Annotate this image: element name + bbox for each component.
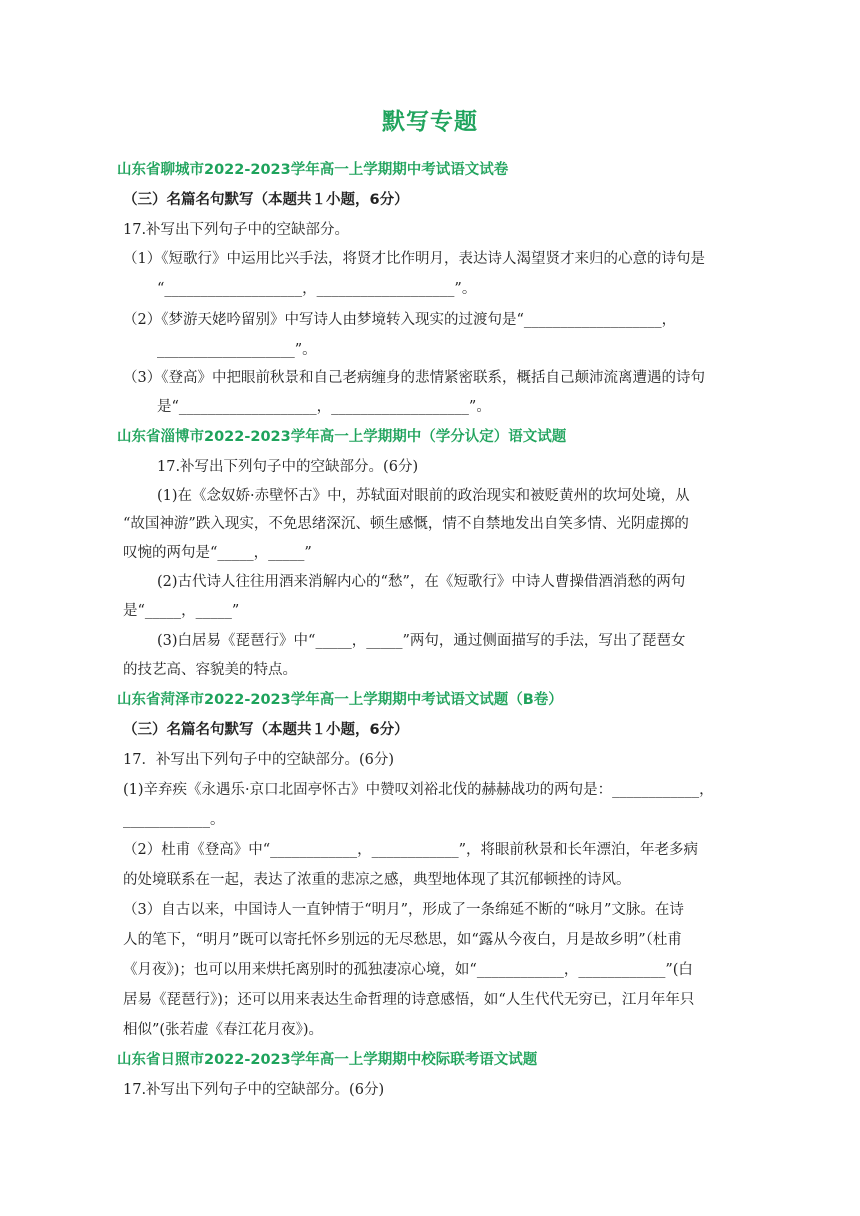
question-line: 的处境联系在一起，表达了浓重的悲凉之感，典型地体现了其沉郁顿挫的诗风。 [123, 872, 631, 888]
page-title: 默写专题 [382, 109, 478, 135]
section-source-zibo: 山东省淄博市2022-2023学年高一上学期期中（学分认定）语文试题 [117, 429, 567, 445]
question-line: (1)在《念奴娇·赤壁怀古》中，苏轼面对眼前的政治现实和被贬黄州的坎坷处境，从 [157, 488, 690, 504]
section-heading: （三）名篇名句默写（本题共１小题，6分） [123, 192, 409, 208]
question-line: 人的笔下，“明月”既可以寄托怀乡别远的无尽愁思，如“露从今夜白，月是故乡明”（杜甫 [123, 932, 682, 948]
question-line: （3）《登高》中把眼前秋景和自己老病缠身的悲情紧密联系，概括自己颠沛流离遭遇的诗句 [123, 370, 705, 386]
question-line: “___________________，___________________”。 [157, 281, 477, 297]
question-line: 的技艺高、容貌美的特点。 [123, 662, 297, 678]
section-heading: （三）名篇名句默写（本题共１小题，6分） [123, 722, 409, 738]
question-line: （3）自古以来，中国诗人一直钟情于“明月”，形成了一条绵延不断的“咏月”文脉。在诗 [123, 902, 684, 918]
section-source-heze: 山东省菏泽市2022-2023学年高一上学期期中考试语文试题（B卷） [117, 692, 563, 708]
question-line: (1)辛弃疾《永遇乐·京口北固亭怀古》中赞叹刘裕北伐的赫赫战功的两句是：____________， [123, 782, 714, 798]
question-line: （1）《短歌行》中运用比兴手法，将贤才比作明月，表达诗人渴望贤才来归的心意的诗句是 [123, 251, 705, 267]
question-line: 是“_____，_____” [123, 603, 240, 619]
question-line: （2）《梦游天姥吟留别》中写诗人由梦境转入现实的过渡句是“___________________， [123, 312, 677, 328]
question-line: 17.补写出下列句子中的空缺部分。 [123, 222, 350, 238]
section-source-liaocheng: 山东省聊城市2022-2023学年高一上学期期中考试语文试卷 [117, 162, 509, 178]
question-line: ____________。 [123, 812, 225, 828]
question-line: “故国神游”跌入现实，不免思绪深沉、顿生感慨，情不自禁地发出自笑多情、光阴虚掷的 [123, 516, 689, 532]
section-source-rizhao: 山东省日照市2022-2023学年高一上学期期中校际联考语文试题 [117, 1052, 538, 1068]
question-line: ___________________”。 [157, 342, 317, 358]
question-line: 居易《琵琶行》)；还可以用来表达生命哲理的诗意感悟，如“人生代代无穷已，江月年年只 [123, 992, 695, 1008]
question-line: 叹惋的两句是“_____，_____” [123, 545, 312, 561]
question-line: (2)古代诗人往往用酒来消解内心的“愁”，在《短歌行》中诗人曹操借酒消愁的两句 [157, 574, 686, 590]
question-line: （2）杜甫《登高》中“____________，____________”，将眼前秋景和长年漂泊，年老多病 [123, 842, 699, 858]
question-line: (3)白居易《琵琶行》中“_____，_____”两句，通过侧面描写的手法，写出了琵琶女 [157, 633, 686, 649]
question-line: 《月夜》)；也可以用来烘托离别时的孤独凄凉心境，如“____________，____________”(白 [123, 962, 693, 978]
question-line: 是“___________________，___________________”。 [157, 399, 491, 415]
question-line: 17.补写出下列句子中的空缺部分。(6分) [157, 459, 419, 475]
question-line: 17.补写出下列句子中的空缺部分。(6分) [123, 1082, 385, 1098]
question-line: 17．补写出下列句子中的空缺部分。(6分) [123, 752, 394, 768]
question-line: 相似”(张若虚《春江花月夜》)。 [123, 1022, 323, 1038]
